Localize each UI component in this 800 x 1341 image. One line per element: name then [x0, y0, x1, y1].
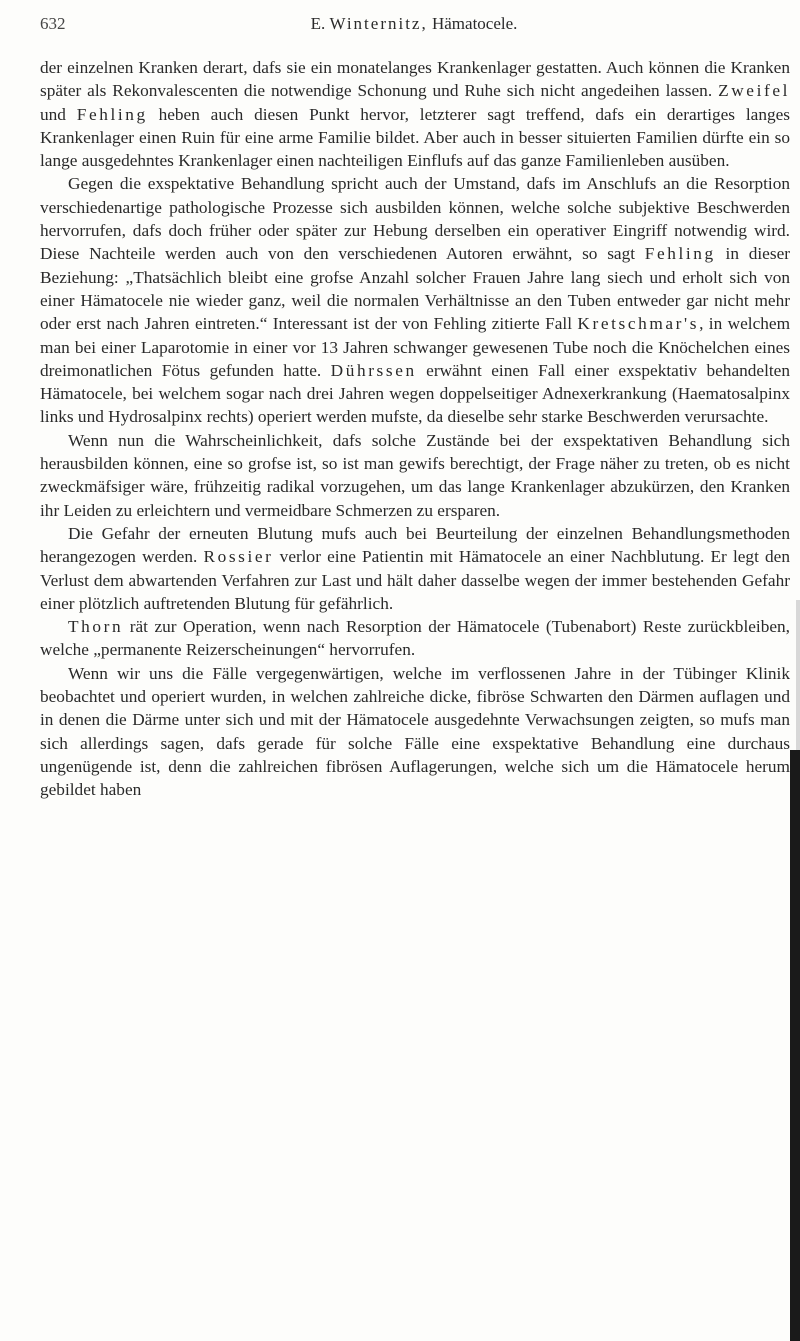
- text-run: der einzelnen Kranken derart, dafs sie ein monatelanges Krankenlager gestatten. Auch können die Kranken später als Rekonvalescenten die notwendige Schonung und Ruhe sich nicht angedeihen lassen.: [40, 58, 790, 101]
- text-run: , in welchem man bei einer Laparotomie in einer vor 13 Jahren schwanger gewesenen Tube noch die Knöchelchen eines dreimonatlichen Fötus gefunden hatte.: [40, 314, 791, 380]
- text-run: heben auch diesen Punkt hervor, letzterer sagt treffend, dafs ein derartiges langes Krankenlager einen Ruin für eine arme Familie bildet. Aber auch in besser situierten Familien dürfte ein so lange ausgedehntes Krankenlager einen nachteiligen Einflufs auf das ganze Familienleben ausüben.: [40, 104, 790, 171]
- text-run: Wenn wir uns die Fälle vergegenwärtigen, welche im verflossenen Jahre in der Tübinger Klinik beobachtet und operiert wurden, in welchen zahlreiche dicke, fibröse Schwarten den Därmen auflagen und in denen die Därme unter sich und mit der Hämatocele ausgedehnte Verwachsungen zeigten, so mufs man sich allerdings sagen, dafs gerade für solche Fälle eine exspektative Behandlung eine durchaus ungenügende ist, denn die zahlreichen fibrösen Auflagerungen, welche sich um die Hämatocele herum gebildet haben: [40, 663, 790, 800]
- paragraph: [40, 615, 790, 662]
- text-run: erwähnt einen Fall einer exspektativ behandelten Hämatocele, bei welchem sogar nach drei Jahren wegen doppelseitiger Adnexerkrankung (Haematosalpinx links und Hydrosalpinx rechts) operiert werden mufste, da dieselbe sehr starke Beschwerden verursachte.: [40, 360, 790, 427]
- text-run: rät zur Operation, wenn nach Resorption der Hämatocele (Tubenabort) Reste zurückbleiben, welche „permanente Reizerscheinungen“ hervorrufen.: [40, 617, 790, 660]
- paragraph: [40, 172, 790, 428]
- author-name: Winternitz,: [329, 14, 428, 33]
- body-text: [40, 56, 790, 802]
- text-run: verlor eine Patientin mit Hämatocele an einer Nachblutung. Er legt den Verlust dem abwartenden Verfahren zur Last und hält daher dasselbe wegen der immer bestehenden Gefahr einer plötzlich auftretenden Blutung für gefährlich.: [40, 547, 790, 613]
- author-citation: Fehling: [644, 244, 716, 264]
- page-number: 632: [40, 14, 66, 33]
- text-run: Wenn nun die Wahrscheinlichkeit, dafs solche Zustände bei der exspektativen Behandlung sich herausbilden können, eine so grofse ist, so ist man gewifs berechtigt, der Frage näher zu treten, ob es nicht zweckmäfsiger wäre, frühzeitig radikal vorzugehen, um das lange Krankenlager abzukürzen, den Kranken ihr Leiden zu erleichtern und vermeidbare Schmerzen zu ersparen.: [40, 430, 790, 520]
- author-citation: Thorn: [68, 617, 124, 637]
- text-run: Die Gefahr der erneuten Blutung mufs auch bei Beurteilung der einzelnen Behandlungsmethoden herangezogen werden.: [40, 523, 790, 567]
- running-header: [40, 14, 788, 44]
- scan-edge-shadow: [796, 600, 800, 750]
- author-citation: Kretschmar's: [577, 314, 700, 334]
- author-citation: Rossier: [203, 547, 274, 567]
- paragraph: [40, 522, 790, 615]
- paragraph: [40, 56, 790, 172]
- paragraph: [40, 662, 790, 802]
- paragraph: [40, 429, 790, 522]
- text-run: in dieser Beziehung: „Thatsächlich bleibt eine grofse Anzahl solcher Frauen Jahre lang siech und erholt sich von einer Hämatocele nie wieder ganz, weil die normalen Verhältnisse an den Tuben entweder gar nicht mehr oder erst nach Jahren eintreten.“ Interessant ist der von Fehling zitierte Fall: [40, 244, 790, 334]
- scan-edge: [790, 750, 800, 1341]
- author-citation: Fehling: [76, 104, 148, 124]
- running-title: [40, 14, 788, 34]
- author-initial: E.: [310, 14, 326, 33]
- article-title: Hämatocele.: [431, 14, 518, 33]
- text-run: und: [40, 104, 77, 124]
- author-citation: Dührssen: [330, 360, 417, 380]
- author-citation: Zweifel: [718, 81, 790, 101]
- text-run: Gegen die exspektative Behandlung spricht auch der Umstand, dafs im Anschlufs an die Resorption verschiedenartige pathologische Prozesse sich ausbilden können, welche solche subjektive Beschwerden hervorrufen, dafs doch früher oder später zur Hebung derselben ein operativer Eingriff notwendig wird. Diese Nachteile werden auch von den verschiedenen Autoren erwähnt, so sagt: [40, 174, 790, 264]
